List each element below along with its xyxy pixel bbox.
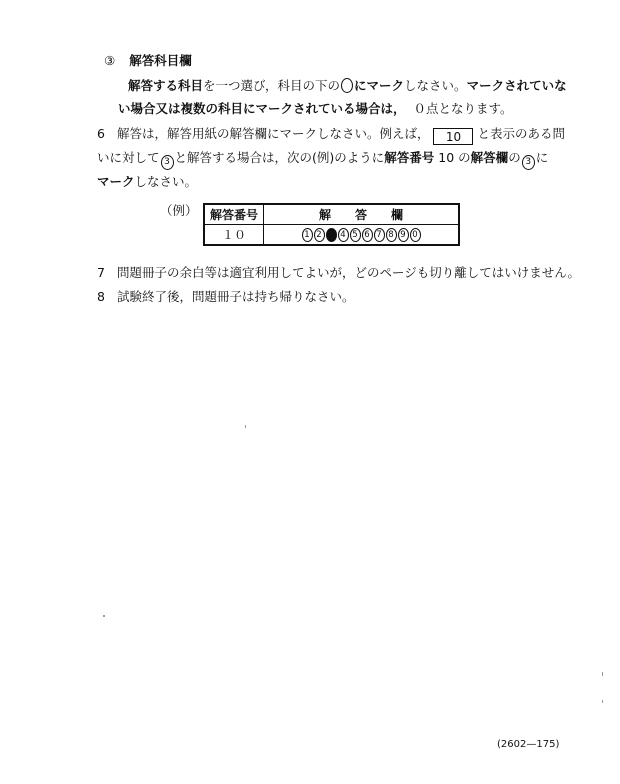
example-answer-row	[204, 225, 459, 246]
item6-line3-a: マーク	[97, 174, 135, 189]
item6-line2-d: 10 の	[438, 150, 471, 165]
circled-three-icon: 3	[522, 155, 535, 170]
answer-bubble-2: 2	[314, 228, 325, 242]
scan-speck	[602, 700, 603, 703]
answer-bubble-8: 8	[386, 228, 397, 242]
answer-bubble-5: 5	[350, 228, 361, 242]
example-label: （例）	[160, 203, 198, 218]
section3-line1-a: 解答する科目	[128, 78, 204, 93]
answer-bubble-9: 9	[398, 228, 409, 242]
item8-number: 8	[97, 289, 105, 304]
section3-heading-line	[104, 53, 192, 69]
scan-speck	[103, 615, 105, 617]
item6-line2	[97, 150, 548, 170]
item6-line2-g: に	[535, 150, 549, 165]
item6-line2-a: いに対して	[97, 150, 160, 165]
section3-marker: ③	[104, 53, 116, 68]
section3-line1-b: を一つ選び，科目の下の	[203, 78, 341, 93]
item6-line2-c: 解答番号	[384, 150, 435, 165]
section3-line1-e: マークされていな	[466, 78, 567, 93]
example-header-number: 解答番号	[204, 204, 264, 225]
answer-bubble-0: 0	[410, 228, 421, 242]
section3-line1-d: しなさい。	[404, 78, 467, 93]
item6-line3-b: しなさい。	[134, 174, 198, 189]
section3-line2	[118, 101, 513, 117]
example-header-answer: 解 答 欄	[264, 204, 460, 225]
section3-line1	[128, 78, 567, 94]
item6-line3	[97, 174, 197, 190]
section3-line1-c: にマーク	[354, 78, 405, 93]
item6-line2-b: と解答する場合は，次の(例)のように	[174, 150, 385, 165]
answer-bubble-4: 4	[338, 228, 349, 242]
question-number-box: 10	[433, 128, 473, 145]
item6-line2-f: の	[508, 150, 521, 165]
empty-bubble-icon	[341, 78, 353, 93]
section3-line2-b: ０点となります。	[413, 101, 513, 116]
item8-text: 試験終了後，問題冊子は持ち帰りなさい。	[116, 289, 355, 304]
item8-line	[97, 289, 354, 305]
circled-three-icon: 3	[161, 155, 174, 170]
bubble-container	[301, 227, 421, 241]
answer-bubble-3: 3	[326, 228, 337, 242]
example-row-number: １０	[204, 225, 264, 246]
item7-number: 7	[97, 265, 105, 280]
scan-speck	[602, 672, 603, 676]
item7-text: 問題冊子の余白等は適宜利用してよいが，どのページも切り離してはいけません。	[116, 265, 580, 280]
footer-code: (2602—175)	[497, 739, 560, 750]
example-answer-table	[203, 203, 460, 246]
answer-bubble-7: 7	[374, 228, 385, 242]
section3-heading: 解答科目欄	[129, 53, 192, 68]
item7-line	[97, 265, 580, 281]
scan-speck	[245, 425, 246, 428]
section3-line2-a: い場合又は複数の科目にマークされている場合は，	[118, 101, 406, 116]
item6-number: 6	[97, 126, 105, 141]
item6-line1-b: と表示のある問	[477, 126, 565, 141]
answer-bubble-6: 6	[362, 228, 373, 242]
example-bubble-row	[264, 225, 460, 246]
item6-line1-a: 解答は，解答用紙の解答欄にマークしなさい。例えば，	[116, 126, 430, 141]
example-header-row	[204, 204, 459, 225]
answer-bubble-1: 1	[302, 228, 313, 242]
item6-line2-e: 解答欄	[470, 150, 509, 165]
item6-line1	[97, 126, 565, 145]
